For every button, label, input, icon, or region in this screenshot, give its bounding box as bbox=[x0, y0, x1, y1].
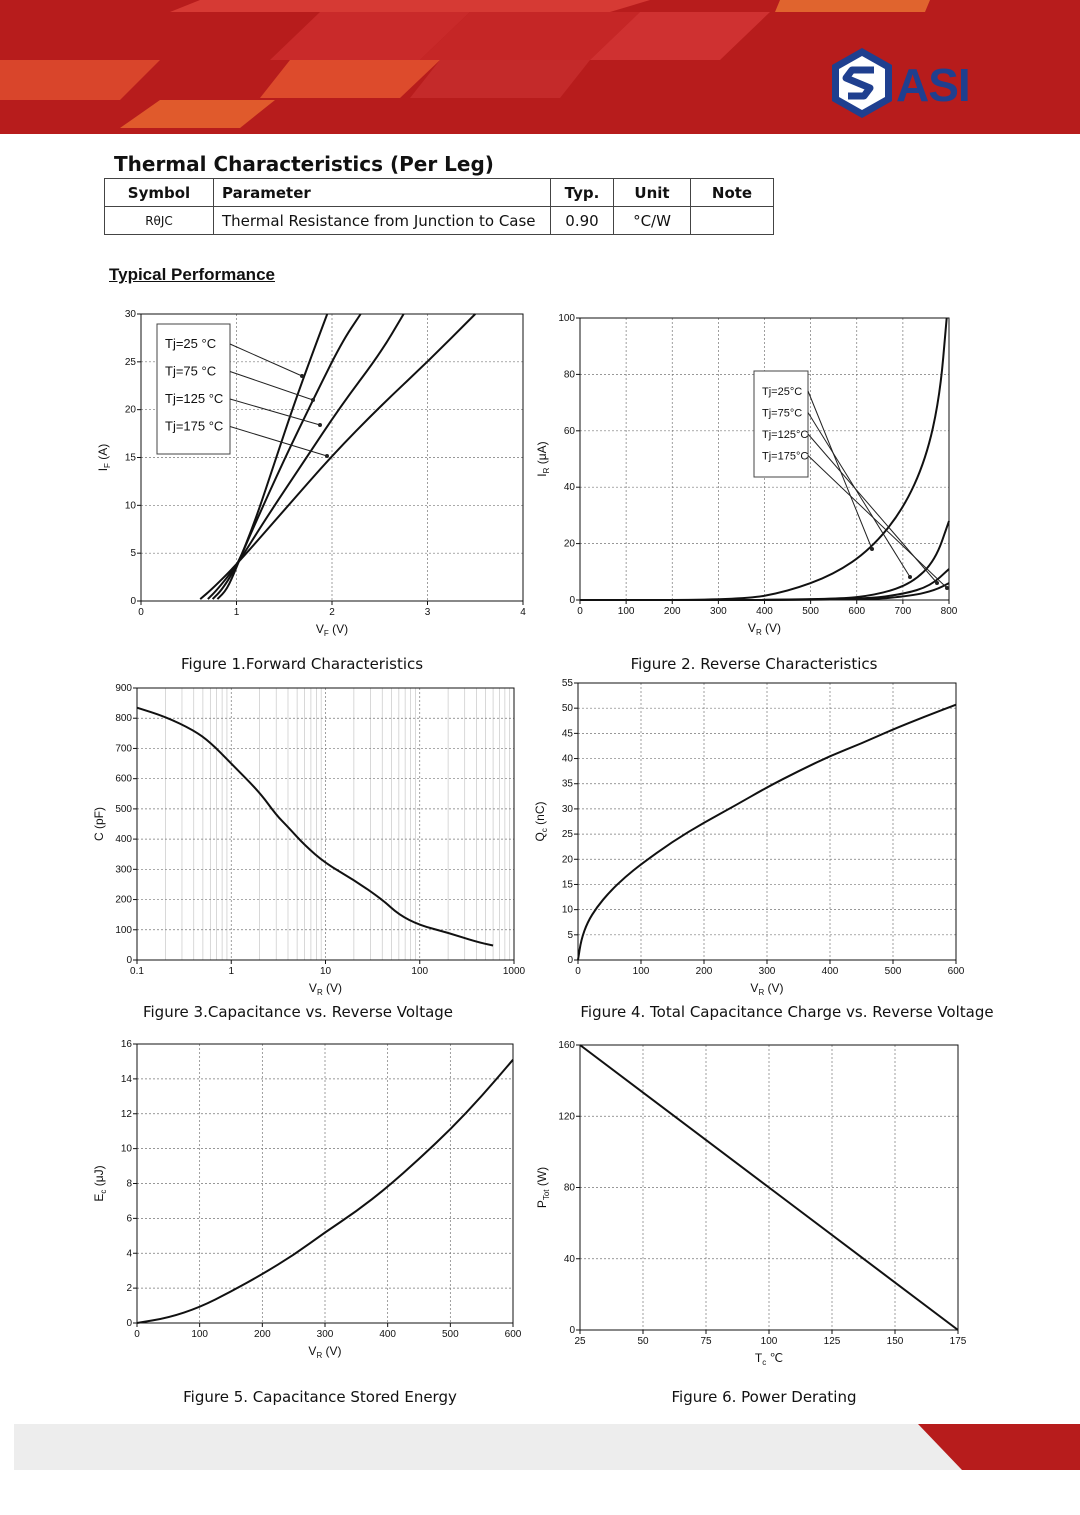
fig2-x-tick-label: 500 bbox=[802, 606, 819, 617]
col-parameter-header: Parameter bbox=[214, 179, 551, 207]
fig6-y-tick-label: 160 bbox=[558, 1040, 575, 1051]
fig5-y-tick-label: 6 bbox=[126, 1213, 132, 1225]
fig6-y-tick-label: 80 bbox=[563, 1182, 575, 1194]
fig1-y-tick-label: 0 bbox=[130, 596, 136, 607]
fig6-x-tick-label: 50 bbox=[637, 1336, 649, 1347]
fig2-y-tick-label: 80 bbox=[563, 369, 575, 381]
fig5-y-axis-label bbox=[92, 1165, 108, 1201]
fig3-series-line-0 bbox=[137, 708, 493, 946]
figure-6-caption: Figure 6. Power Derating bbox=[671, 1388, 857, 1406]
fig3-y-tick-label: 600 bbox=[115, 773, 132, 785]
fig2-x-tick-label: 100 bbox=[617, 606, 635, 617]
fig3-y-tick-label: 200 bbox=[115, 894, 132, 906]
cell-unit: °C/W bbox=[614, 207, 691, 235]
fig4-x-tick-label: 600 bbox=[947, 966, 965, 977]
fig5-y-tick-label: 4 bbox=[126, 1248, 132, 1260]
fig1-legend-arrow-head bbox=[311, 398, 315, 402]
fig4-x-axis-label bbox=[750, 981, 783, 997]
fig4-y-tick-label: 50 bbox=[561, 703, 573, 715]
fig6-x-tick-label: 125 bbox=[823, 1336, 841, 1347]
figure-1-caption: Figure 1.Forward Characteristics bbox=[180, 655, 424, 673]
brand-logo-text: ASI bbox=[896, 59, 970, 111]
typical-performance-heading: Typical Performance bbox=[109, 265, 275, 284]
fig2-legend-arrow bbox=[808, 413, 910, 578]
fig6-y-tick-label: 40 bbox=[563, 1253, 575, 1265]
fig4-x-tick-label: 300 bbox=[758, 966, 776, 977]
fig2-y-tick-label: 20 bbox=[563, 538, 575, 550]
svg-text:Tc ℃: $T_c$ ℃ bbox=[754, 1351, 784, 1367]
fig4-x-tick-label: 500 bbox=[884, 966, 902, 977]
fig5-series-line-0 bbox=[137, 1060, 513, 1323]
fig3-x-tick-label: 1000 bbox=[502, 966, 526, 977]
fig6-x-tick-label: 175 bbox=[949, 1336, 967, 1347]
figure-2-caption: Figure 2. Reverse Characteristics bbox=[630, 655, 878, 673]
col-unit-header: Unit bbox=[614, 179, 691, 207]
fig4-y-tick-label: 10 bbox=[561, 904, 573, 916]
fig5-x-axis-label bbox=[308, 1344, 341, 1360]
fig1-x-tick-label: 3 bbox=[424, 607, 431, 618]
footer-band bbox=[14, 1424, 1080, 1470]
fig2-legend-arrow-head bbox=[945, 586, 949, 590]
fig2-x-tick-label: 0 bbox=[577, 606, 583, 617]
fig2-legend-arrow-head bbox=[935, 581, 939, 585]
svg-text:Qc (nC): $Q_c$ (nC) bbox=[533, 801, 549, 842]
fig1-series-line-2 bbox=[208, 314, 404, 599]
fig6-x-tick-label: 75 bbox=[700, 1336, 712, 1347]
fig4-y-tick-label: 45 bbox=[561, 728, 573, 740]
fig5-y-tick-label: 14 bbox=[120, 1073, 132, 1085]
fig5-x-tick-label: 600 bbox=[504, 1329, 522, 1340]
fig1-legend-entry: Tj=125 °C bbox=[165, 391, 224, 406]
fig1-y-tick-label: 25 bbox=[124, 356, 136, 368]
fig1-legend-arrow-head bbox=[300, 374, 304, 378]
fig5-y-tick-label: 2 bbox=[126, 1283, 132, 1295]
fig2-x-tick-label: 200 bbox=[663, 606, 681, 617]
fig2-y-tick-label: 100 bbox=[558, 313, 575, 324]
col-symbol-header: Symbol bbox=[105, 179, 214, 207]
fig3-x-axis-label bbox=[309, 981, 342, 997]
fig2-y-tick-label: 0 bbox=[569, 595, 575, 606]
fig2-y-tick-label: 60 bbox=[563, 425, 575, 437]
fig5-x-tick-label: 200 bbox=[253, 1329, 271, 1340]
fig4-y-tick-label: 40 bbox=[561, 753, 573, 765]
fig1-legend-arrow-head bbox=[325, 454, 329, 458]
fig5-y-tick-label: 16 bbox=[120, 1039, 132, 1050]
svg-text:IF (A): $I_F$ (A) bbox=[96, 443, 112, 472]
fig1-y-tick-label: 15 bbox=[124, 452, 136, 464]
fig2-y-tick-label: 40 bbox=[563, 482, 575, 494]
fig5-x-tick-label: 300 bbox=[316, 1329, 334, 1340]
fig2-x-tick-label: 300 bbox=[710, 606, 727, 617]
fig6-y-tick-label: 0 bbox=[569, 1325, 575, 1336]
fig4-x-tick-label: 400 bbox=[821, 966, 839, 977]
figure-4-caption: Figure 4. Total Capacitance Charge vs. Reverse Voltage bbox=[580, 1003, 994, 1021]
fig3-x-tick-label: 1 bbox=[228, 966, 235, 977]
fig3-x-tick-label: 10 bbox=[319, 966, 332, 977]
fig3-y-tick-label: 300 bbox=[115, 864, 132, 876]
col-typ-header: Typ. bbox=[551, 179, 614, 207]
fig1-x-tick-label: 2 bbox=[329, 607, 335, 618]
fig2-legend-entry: Tj=125°C bbox=[762, 429, 809, 441]
fig5-y-tick-label: 8 bbox=[126, 1178, 132, 1190]
fig4-x-tick-label: 0 bbox=[575, 966, 581, 977]
fig1-series-line-0 bbox=[217, 314, 327, 599]
fig1-x-tick-label: 1 bbox=[233, 607, 240, 618]
fig1-y-tick-label: 20 bbox=[124, 404, 136, 416]
fig5-y-tick-label: 12 bbox=[120, 1108, 132, 1120]
fig1-y-tick-label: 10 bbox=[124, 500, 136, 512]
fig2-legend-entry: Tj=75°C bbox=[762, 407, 803, 420]
cell-typ: 0.90 bbox=[551, 207, 614, 235]
fig6-x-tick-label: 150 bbox=[886, 1336, 904, 1347]
fig1-x-tick-label: 4 bbox=[520, 607, 526, 618]
fig2-x-tick-label: 700 bbox=[894, 606, 912, 617]
svg-text:VR (V): $V_R$ (V) bbox=[750, 981, 784, 997]
fig3-y-tick-label: 800 bbox=[115, 713, 132, 725]
svg-text:VR (V): $V_R$ (V) bbox=[308, 981, 343, 997]
fig6-y-axis-label bbox=[535, 1167, 551, 1208]
fig2-legend-arrow bbox=[808, 456, 947, 589]
figure-3-caption: Figure 3.Capacitance vs. Reverse Voltage bbox=[142, 1003, 454, 1021]
fig1-legend-arrow bbox=[230, 344, 302, 376]
fig3-y-tick-label: 900 bbox=[115, 683, 132, 694]
fig2-legend-arrow-head bbox=[908, 575, 912, 579]
fig1-x-axis-label bbox=[316, 622, 348, 638]
fig2-legend-arrow bbox=[808, 391, 872, 549]
fig2-x-tick-label: 600 bbox=[848, 606, 866, 617]
svg-text:VR (V): $V_R$ (V) bbox=[747, 621, 782, 637]
fig1-y-tick-label: 30 bbox=[124, 309, 136, 320]
fig4-y-tick-label: 30 bbox=[561, 803, 573, 815]
fig3-y-tick-label: 400 bbox=[115, 834, 132, 846]
fig2-legend-entry: Tj=175°C bbox=[762, 450, 809, 463]
cell-symbol: RθJC bbox=[105, 207, 214, 235]
thermal-title: Thermal Characteristics (Per Leg) bbox=[114, 152, 494, 176]
fig4-y-axis-label bbox=[533, 801, 549, 841]
fig4-y-tick-label: 0 bbox=[567, 955, 573, 966]
svg-text:IR (μA): $I_R$ (μA) bbox=[535, 441, 551, 477]
fig3-y-tick-label: 0 bbox=[126, 955, 132, 966]
fig5-x-tick-label: 0 bbox=[134, 1329, 140, 1340]
fig2-legend-arrow-head bbox=[870, 547, 874, 551]
fig5-x-tick-label: 500 bbox=[441, 1329, 459, 1340]
fig3-y-tick-label: 700 bbox=[115, 743, 132, 755]
fig4-y-tick-label: 35 bbox=[561, 778, 573, 790]
fig1-legend-arrow-head bbox=[318, 423, 322, 427]
fig3-y-axis-label bbox=[92, 807, 106, 841]
fig1-legend-entry: Tj=175 °C bbox=[165, 418, 224, 434]
fig5-x-tick-label: 100 bbox=[191, 1329, 209, 1340]
fig6-x-tick-label: 100 bbox=[760, 1336, 778, 1347]
fig1-legend-entry: Tj=75 °C bbox=[165, 363, 217, 379]
fig5-y-tick-label: 10 bbox=[120, 1143, 132, 1155]
fig2-x-tick-label: 400 bbox=[756, 606, 773, 617]
fig5-y-tick-label: 0 bbox=[126, 1318, 132, 1329]
fig5-x-tick-label: 400 bbox=[379, 1329, 397, 1340]
fig4-y-tick-label: 25 bbox=[561, 829, 573, 841]
fig1-legend-entry: Tj=25 °C bbox=[165, 336, 217, 351]
fig6-x-axis-label bbox=[755, 1351, 783, 1367]
svg-text:C (pF): C (pF) bbox=[92, 807, 106, 841]
fig1-x-tick-label: 0 bbox=[138, 607, 144, 618]
fig2-x-axis-label bbox=[748, 621, 781, 637]
fig1-y-axis-label bbox=[96, 444, 112, 472]
fig4-y-tick-label: 15 bbox=[561, 879, 573, 891]
cell-parameter: Thermal Resistance from Junction to Case bbox=[214, 207, 551, 235]
fig6-x-tick-label: 25 bbox=[574, 1336, 586, 1347]
fig3-y-tick-label: 500 bbox=[115, 803, 132, 815]
fig3-x-tick-label: 0.1 bbox=[130, 966, 144, 977]
fig1-series-line-1 bbox=[213, 314, 361, 599]
fig3-x-tick-label: 100 bbox=[411, 966, 429, 977]
svg-text:VR (V): $V_R$ (V) bbox=[308, 1344, 342, 1360]
fig4-y-tick-label: 55 bbox=[561, 678, 573, 689]
col-note-header: Note bbox=[691, 179, 774, 207]
svg-text:PTot (W): $P_{Tot}$ (W) bbox=[535, 1166, 551, 1209]
fig2-x-tick-label: 800 bbox=[940, 606, 958, 617]
figure-5-caption: Figure 5. Capacitance Stored Energy bbox=[183, 1388, 457, 1406]
svg-text:Ec (μJ): $E_c$ (μJ) bbox=[92, 1165, 108, 1202]
fig4-x-tick-label: 100 bbox=[632, 966, 650, 977]
fig3-y-tick-label: 100 bbox=[115, 924, 132, 936]
fig4-y-tick-label: 20 bbox=[561, 854, 573, 866]
fig4-x-tick-label: 200 bbox=[695, 966, 713, 977]
fig4-y-tick-label: 5 bbox=[567, 929, 573, 941]
fig2-y-axis-label bbox=[535, 441, 551, 476]
svg-text:VF (V): $V_F$ (V) bbox=[315, 622, 349, 638]
fig1-y-tick-label: 5 bbox=[130, 548, 136, 560]
fig2-legend-entry: Tj=25°C bbox=[762, 386, 803, 398]
fig6-y-tick-label: 120 bbox=[558, 1111, 575, 1123]
